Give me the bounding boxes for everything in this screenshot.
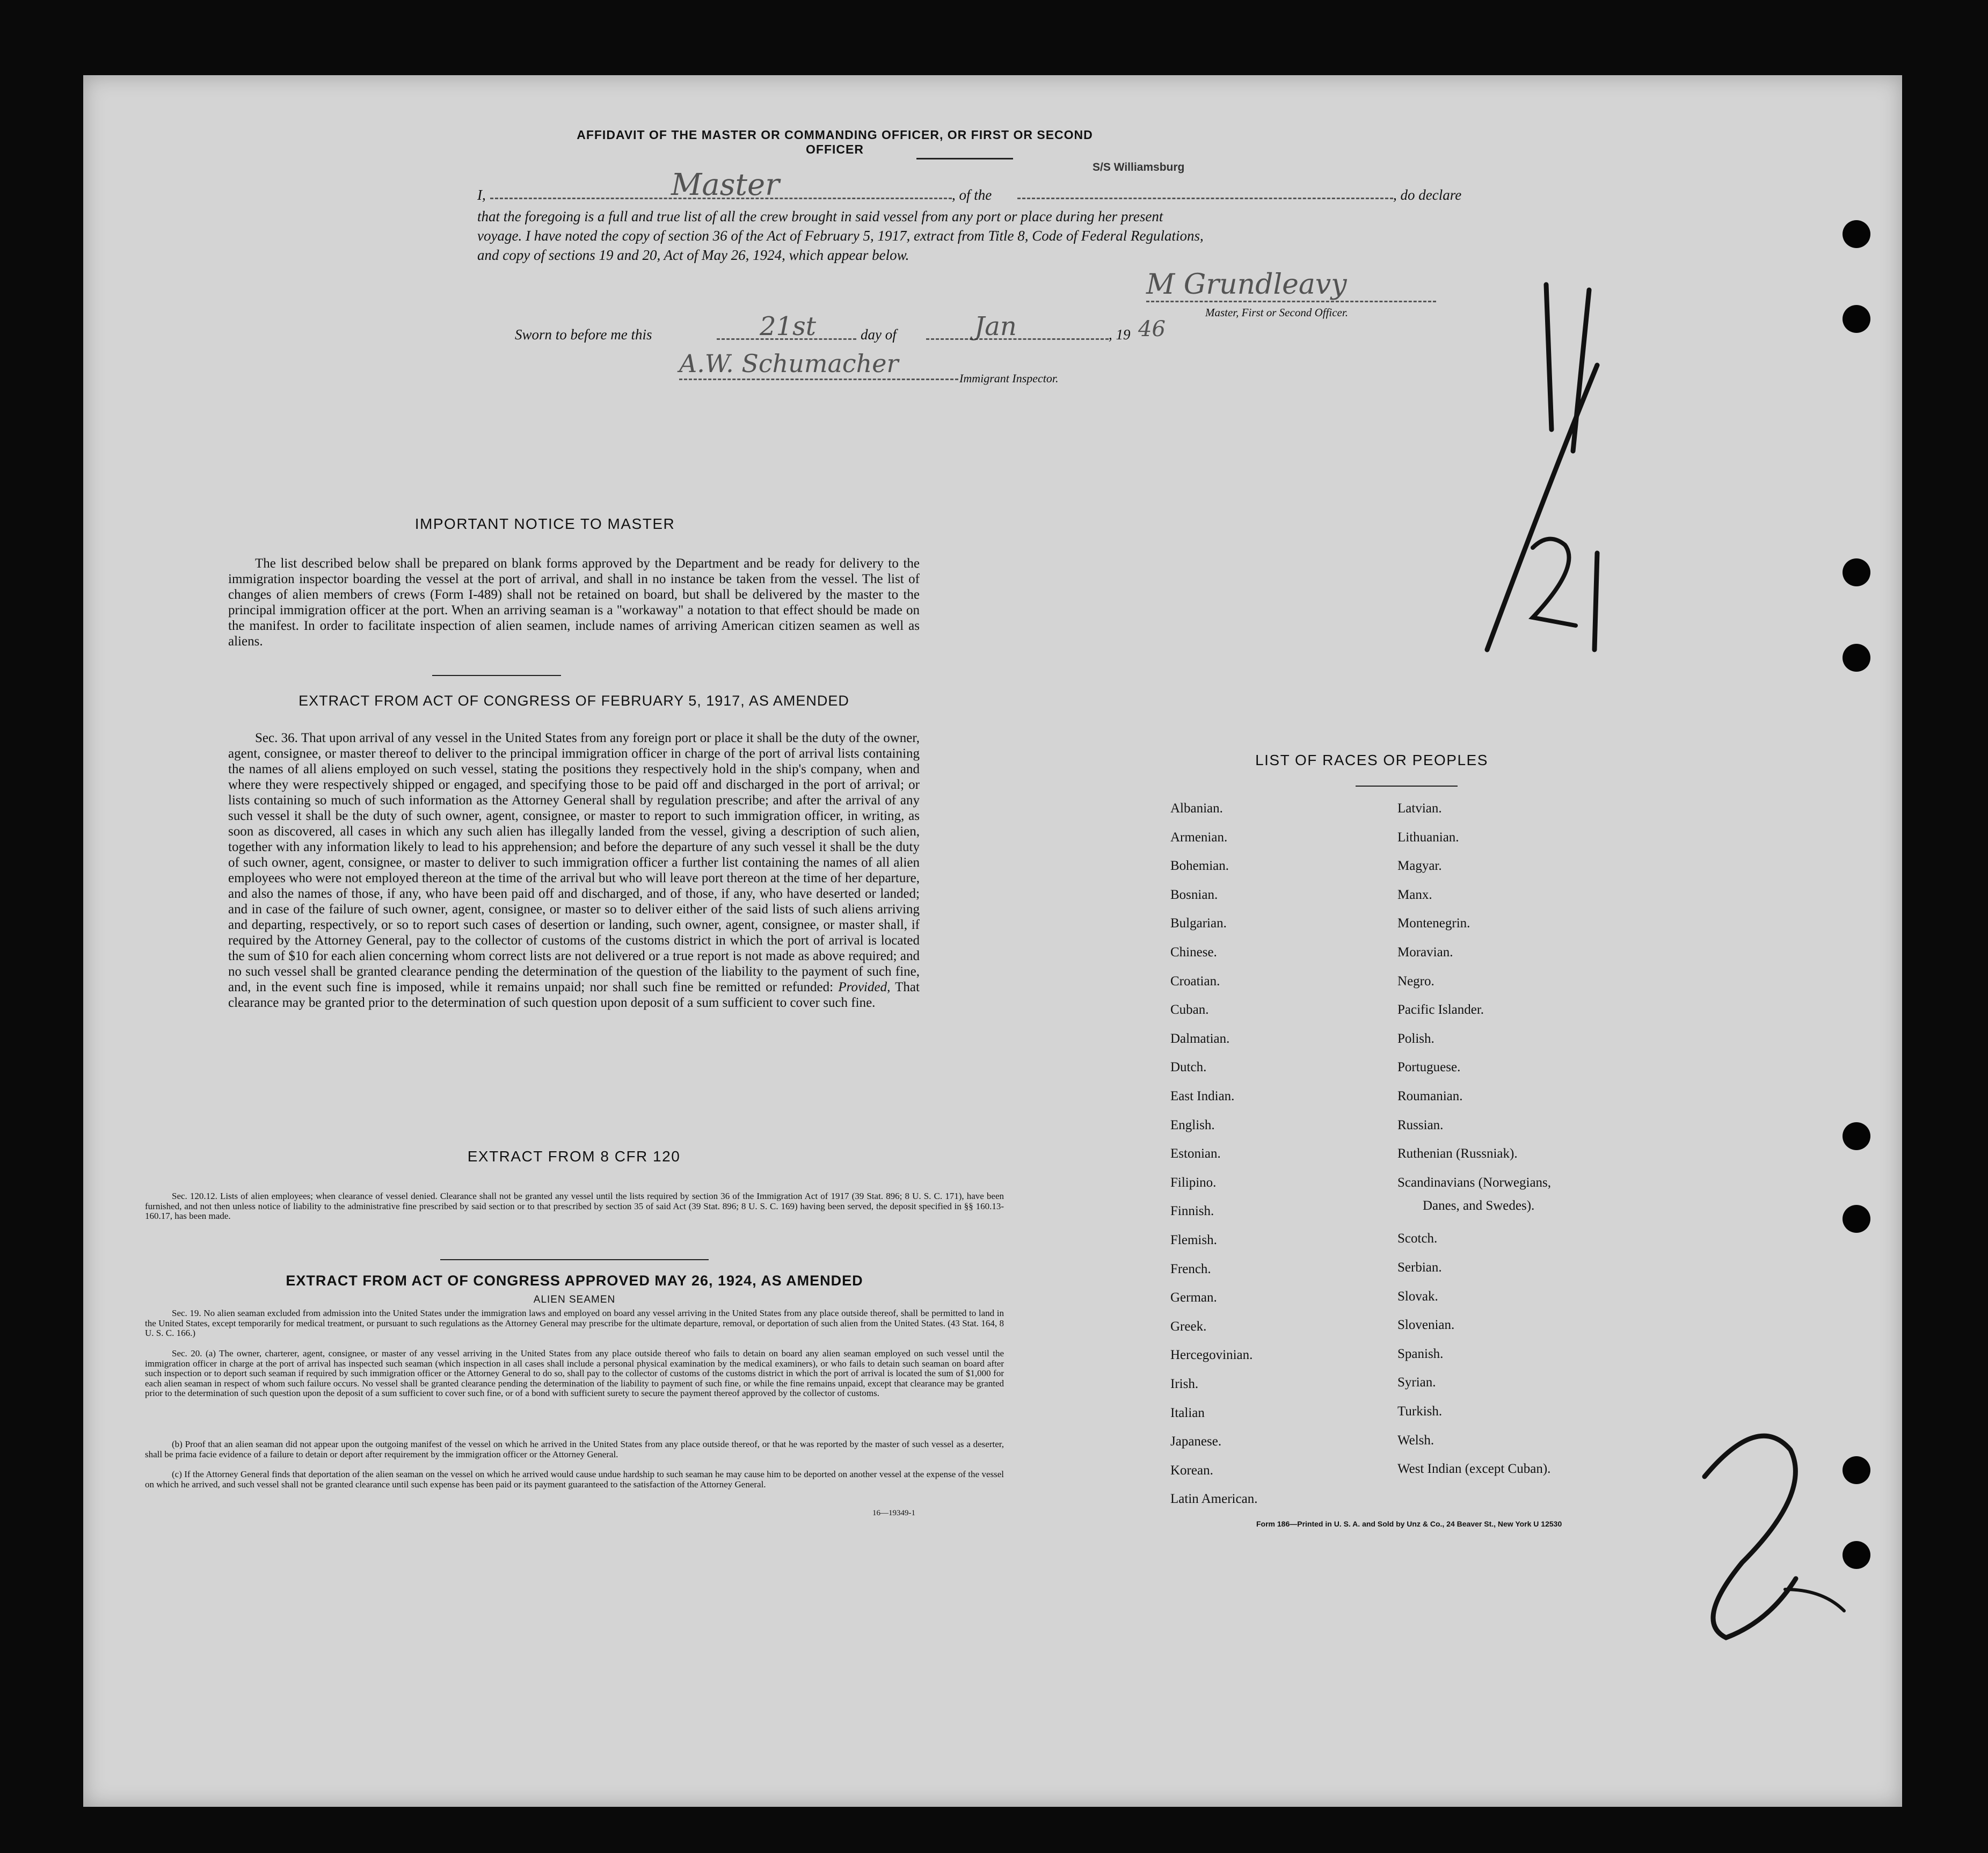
race-item: Polish. [1397,1031,1434,1046]
sworn-month: Jan [974,311,1017,341]
race-item: Dalmatian. [1170,1031,1230,1046]
of-the-label: , of the [952,187,992,203]
punch-hole [1843,1122,1870,1150]
affidavit-line-2: that the foregoing is a full and true list of all the crew brought in said vessel from any port or place during her present [477,208,1163,224]
extract-1917-title: EXTRACT FROM ACT OF CONGRESS OF FEBRUARY 5, 1917, AS AMENDED [298,693,849,709]
form-code: 16—19349-1 [872,1509,915,1517]
race-item: Dutch. [1170,1060,1207,1075]
inspector-line [679,379,958,380]
race-item: Italian [1170,1405,1205,1420]
race-item: Cuban. [1170,1002,1209,1018]
race-item: Scotch. [1397,1231,1438,1246]
affidavit-line-4: and copy of sections 19 and 20, Act of May 26, 1924, which appear below. [477,247,909,263]
race-item: English. [1170,1117,1215,1132]
races-title: LIST OF RACES OR PEOPLES [1255,752,1488,768]
day-of-label: day of [861,326,897,343]
sec-19: Sec. 19. No alien seaman excluded from admission into the United States under the immigration laws and employed on board any vessel arriving in the United States from any place outside thereof, shall be permitted to land in the United States, except temporarily for medical treatment, or pursuant to such regulations as the Attorney General may prescribe for the ultimate departure, removal, or deportation of such alien from the United States. (43 Stat. 164, 8 U. S. C. 166.) [145,1308,1004,1338]
master-signature: M Grundleavy [1146,268,1347,301]
race-item: Croatian. [1170,973,1220,989]
race-item: French. [1170,1261,1211,1276]
sec-36-end: That clearance may be granted prior to the determination of such question upon deposit of a sum sufficient to cover such fine. [228,980,920,1010]
race-item: East Indian. [1170,1089,1235,1103]
punch-hole [1843,1205,1870,1233]
race-item: Armenian. [1170,830,1228,845]
year-prefix: , 19 [1109,326,1131,343]
race-item: Roumanian. [1397,1089,1463,1103]
provided-label: Provided, [838,980,891,994]
sworn-label: Sworn to before me this [515,326,652,343]
races-rule [1356,786,1458,787]
race-item: Korean. [1170,1463,1213,1478]
race-item: Chinese. [1170,945,1217,960]
punch-hole [1843,220,1870,248]
race-item: Finnish. [1170,1204,1214,1219]
race-item: Negro. [1397,973,1434,989]
race-item: Portuguese. [1397,1060,1461,1075]
race-item-scandinavian-cont: Danes, and Swedes). [1423,1198,1535,1213]
race-item: Serbian. [1397,1260,1442,1275]
extract-1924-subtitle: ALIEN SEAMEN [533,1294,616,1305]
sec-36-label: Sec. 36. [255,731,298,745]
month-line [926,338,1109,340]
do-declare-label: , do declare [1393,187,1462,203]
race-item: Japanese. [1170,1434,1222,1449]
race-item: Turkish. [1397,1404,1443,1419]
inspector-label: Immigrant Inspector. [959,372,1059,385]
master-handwriting: Master [671,168,780,202]
notice-body: The list described below shall be prepared on blank forms approved by the Department and be ready for delivery to the immigration inspector boarding the vessel at the port of arrival, and shall in no instance be taken from the vessel. The list of changes of alien members of crews (Form I-489) shall not be retained on board, but shall be delivered by the master to the principal immigration officer at the port. When an arriving seaman is a "workaway" a notation to that effect should be made on the manifest. In order to facilitate inspection of alien seamen, include names of arriving American citizen seamen as well as aliens. [228,556,920,649]
punch-hole [1843,1541,1870,1569]
race-item: Bulgarian. [1170,916,1227,931]
sworn-day: 21st [760,311,816,341]
race-item: German. [1170,1290,1217,1305]
race-item: Latvian. [1397,801,1442,816]
cfr-title: EXTRACT FROM 8 CFR 120 [467,1148,681,1165]
race-item: Hercegovinian. [1170,1348,1253,1363]
affidavit-title: AFFIDAVIT OF THE MASTER OR COMMANDING OFFICER, OR FIRST OR SECOND OFFICER [577,128,1093,156]
punch-hole [1843,305,1870,333]
notice-title: IMPORTANT NOTICE TO MASTER [414,515,675,532]
race-item: Bosnian. [1170,887,1218,902]
race-item: West Indian (except Cuban). [1397,1462,1551,1477]
notice-rule [432,675,561,676]
race-item: Lithuanian. [1397,830,1459,845]
year-suffix: 46 [1138,317,1166,341]
race-item: Pacific Islander. [1397,1002,1484,1018]
form-footer: Form 186—Printed in U. S. A. and Sold by Unz & Co., 24 Beaver St., New York U 12530 [1256,1520,1562,1528]
handwritten-number [1436,274,1662,714]
i-label: I, [477,187,486,203]
affidavit-line-3: voyage. I have noted the copy of section 36 of the Act of February 5, 1917, extract from Title 8, Code of Federal Regulations, [477,228,1204,244]
officer-label: Master, First or Second Officer. [1205,306,1348,319]
cfr-rule [440,1259,709,1260]
race-item: Bohemian. [1170,859,1229,874]
race-item: Spanish. [1397,1346,1444,1361]
cfr-body: Sec. 120.12. Lists of alien employees; when clearance of vessel denied. Clearance shall not be granted any vessel until the lists required by section 36 of the Immigration Act of 1917 (39 Stat. 896; 8 U. S. C. 171), have been furnished, and not then unless notice of liability to the administrative fine prescribed by said section or to that prescribed by section 35 of said Act (39 Stat. 896; 8 U. S. C. 169) having been served, the deposit specified in §§ 160.13-160.17, has been made. [145,1191,1004,1221]
race-item: Welsh. [1397,1433,1434,1448]
extract-1917-body [228,730,920,1011]
race-item: Scandinavians (Norwegians, [1397,1175,1552,1190]
race-item: Estonian. [1170,1146,1221,1161]
race-item: Slovenian. [1397,1318,1455,1333]
sec-20b: (b) Proof that an alien seaman did not appear upon the outgoing manifest of the vessel on which he arrived in the United States from any place outside thereof, or that he was reported by the master of such vessel as a deserter, shall be prima facie evidence of a failure to detain or deport after requirement by the immigration officer or the Attorney General. [145,1439,1004,1459]
sec-36-text: That upon arrival of any vessel in the United States from any foreign port or place it shall be the duty of the owner, agent, consignee, or master thereof to deliver to the principal immigration officer in charge of the port of arrival lists containing the names of all aliens employed on such vessel, stating the positions they respectively hold in the ship's company, when and where they were respectively shipped or engaged, and specifying those to be paid off and discharged in the port of arrival; or lists containing so much of such information as the Attorney General shall by regulation prescribe; and after the arrival of any such vessel it shall be the duty of such owner, agent, consignee, or master to report to such immigration officer, in writing, as soon as discovered, all cases in which any such alien has illegally landed from the vessel, giving a description of such alien, together with any information likely to lead to his apprehension; and before the departure of any such vessel it shall be the duty of such owner, agent, consignee, or master to deliver to such immigration officer a further list containing the names of all alien employees who were not employed thereon at the time of the arrival but who will leave port thereon at the time of her departure, and also the names of those, if any, who have been paid off and discharged, and of those, if any, who have deserted or landed; and in case of the failure of such owner, agent, consignee, or master so to deliver either of the said lists of such aliens arriving and departing, respectively, or so to report such cases of desertion or landing, such owner, agent, consignee, or master shall, if required by the Attorney General, pay to the collector of customs of the customs district in which the port of arrival is located the sum of $10 for each alien concerning whom correct lists are not delivered or a true report is not made as above required; and no such vessel shall be granted clearance pending the determination of the question of the liability to the payment of such fine, and, in the event such fine is imposed, while it remains unpaid; nor shall such fine be remitted or refunded: [228,731,920,994]
sec-20a: Sec. 20. (a) The owner, charterer, agent, consignee, or master of any vessel arriving in the United States from any place outside thereof who fails to detain on board any alien seaman employed on such vessel until the immigration officer in charge at the port of arrival has inspected such seaman (which inspection in all cases shall include a personal physical examination by the medical examiners), or who fails to detain such seaman on board after such inspection or to deport such seaman if required by such immigration officer or the Attorney General to do so, shall pay to the collector of customs of the customs district in which the port of arrival is located the sum of $1,000 for each alien seaman in respect of whom such failure occurs. No vessel shall be granted clearance pending the determination of the liability to payment of such fine, or while the fine remains unpaid, except that clearance may be granted prior to the determination of such question upon the deposit of a sum sufficient to cover such fine, or of a bond with sufficient surety to secure the payment thereof approved by the collector of customs. [145,1348,1004,1398]
race-item: Filipino. [1170,1175,1217,1190]
inspector-signature: A.W. Schumacher [679,349,899,378]
race-item: Moravian. [1397,945,1453,960]
title-rule [916,158,1013,159]
extract-1924-title: EXTRACT FROM ACT OF CONGRESS APPROVED MAY 26, 1924, AS AMENDED [286,1273,863,1289]
race-item: Irish. [1170,1377,1199,1391]
race-item: Ruthenian (Russniak). [1397,1146,1518,1161]
race-item: Syrian. [1397,1375,1436,1390]
race-item: Greek. [1170,1319,1207,1334]
form-page [83,75,1902,1807]
punch-hole [1843,644,1870,672]
ship-name: S/S Williamsburg [1093,161,1185,173]
signature-line [1146,301,1436,302]
handwritten-corner-number [1662,1428,1855,1654]
race-item: Albanian. [1170,801,1223,816]
sec-20c: (c) If the Attorney General finds that deportation of the alien seaman on the vessel on which he arrived would cause undue hardship to such seaman he may cause him to be deported on another vessel at the expense of the vessel on which he arrived, and such vessel shall not be granted clearance until such expense has been paid or its payment guaranteed to the satisfaction of the Attorney General. [145,1469,1004,1489]
race-item: Slovak. [1397,1289,1438,1304]
race-item: Latin American. [1170,1492,1258,1507]
race-item: Montenegrin. [1397,916,1470,931]
ship-line [1017,198,1393,199]
punch-hole [1843,558,1870,586]
race-item: Flemish. [1170,1233,1217,1247]
race-item: Russian. [1397,1117,1444,1132]
race-item: Magyar. [1397,859,1442,874]
punch-hole [1843,1456,1870,1484]
race-item: Manx. [1397,887,1432,902]
